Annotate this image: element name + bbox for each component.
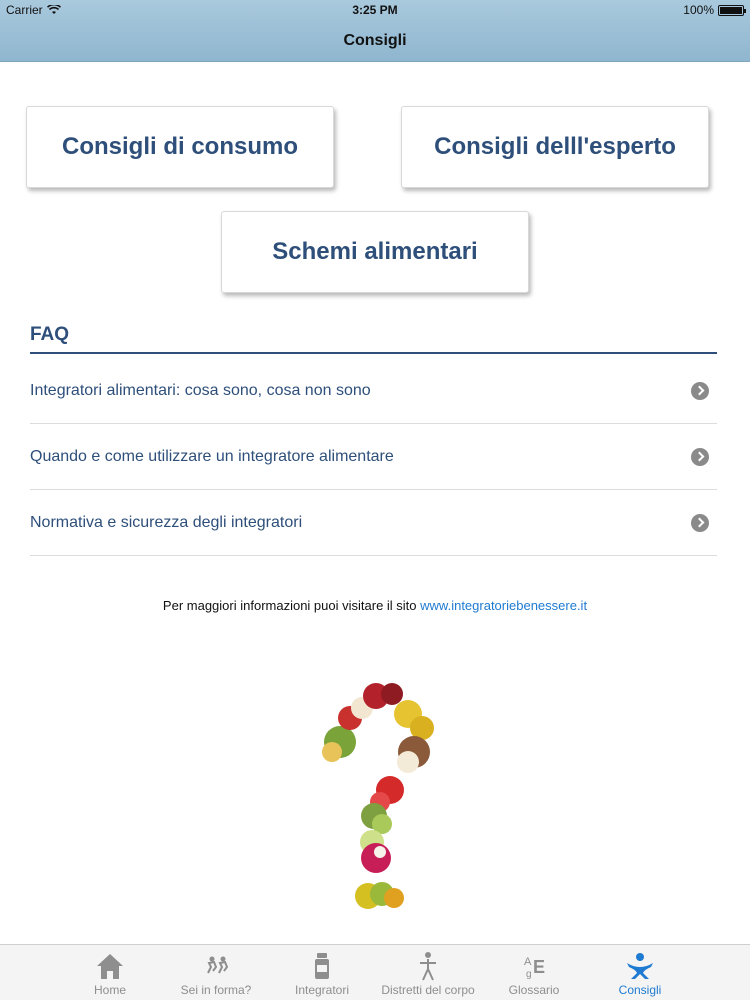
tab-consigli[interactable]: [587, 945, 693, 1000]
consigli-esperto-button[interactable]: Consigli delll'esperto: [401, 106, 709, 188]
faq-heading: FAQ: [30, 324, 717, 354]
svg-text:A: A: [524, 956, 532, 968]
glossary-icon: [518, 951, 550, 981]
status-time: 3:25 PM: [352, 3, 398, 17]
bottle-icon: [306, 951, 338, 981]
svg-text:E: E: [533, 957, 546, 977]
info-label: Per maggiori informazioni puoi visitare il sito: [162, 598, 421, 613]
tab-label: Home: [93, 983, 126, 997]
chevron-right-icon: [691, 382, 709, 400]
schemi-alimentari-button[interactable]: Schemi alimentari: [221, 211, 529, 293]
navigation-bar: [0, 0, 750, 62]
page-title: Consigli: [343, 32, 407, 49]
tab-sei-in-forma[interactable]: [163, 945, 269, 1000]
website-link[interactable]: www.integratoriebenessere.it: [420, 598, 588, 613]
faq-item-label: Quando e come utilizzare un integratore alimentare: [30, 447, 394, 465]
battery-label: 100%: [683, 3, 714, 17]
tab-label: Distretti del corpo: [381, 983, 475, 997]
runner-icon: [200, 951, 232, 981]
tab-label: Glossario: [508, 983, 560, 997]
battery-indicator: [683, 3, 744, 17]
tab-label: Integratori: [294, 983, 350, 997]
tab-glossario[interactable]: [481, 945, 587, 1000]
tab-label: Sei in forma?: [180, 983, 252, 997]
tab-home[interactable]: [57, 945, 163, 1000]
consigli-consumo-button[interactable]: Consigli di consumo: [26, 106, 334, 188]
chevron-right-icon: [691, 514, 709, 532]
tab-bar: [0, 944, 750, 1000]
fruit-question-mark-illustration: [310, 680, 450, 920]
faq-list: [30, 358, 717, 556]
faq-item-label: Integratori alimentari: cosa sono, cosa non sono: [30, 381, 371, 399]
info-text: [0, 598, 750, 613]
tab-label: Consigli: [618, 983, 662, 997]
faq-item-integratori[interactable]: [30, 358, 717, 424]
advice-person-icon: [624, 951, 656, 981]
chevron-right-icon: [691, 448, 709, 466]
tab-integratori[interactable]: [269, 945, 375, 1000]
faq-item-normativa[interactable]: [30, 490, 717, 556]
faq-item-utilizzo[interactable]: [30, 424, 717, 490]
faq-item-label: Normativa e sicurezza degli integratori: [30, 513, 303, 531]
battery-icon: [718, 5, 744, 16]
body-icon: [412, 951, 444, 981]
carrier-label: Carrier: [6, 3, 43, 17]
status-bar: [0, 0, 750, 20]
tab-distretti-del-corpo[interactable]: [375, 945, 481, 1000]
svg-text:g: g: [526, 969, 532, 980]
home-icon: [94, 951, 126, 981]
